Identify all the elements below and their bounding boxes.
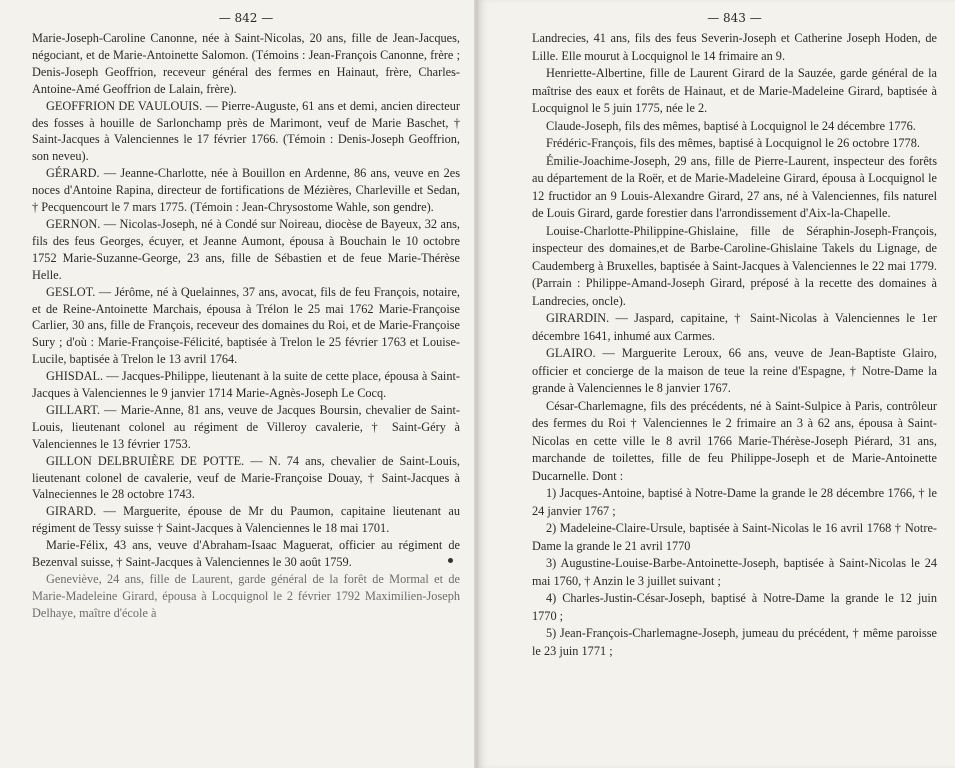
page-speck [448,558,453,563]
paragraph: GILLON DELBRUIÈRE DE POTTE. — N. 74 ans, chevalier de Saint-Louis, lieutenant colonel de cavalerie, veuf de Marie-Françoise Douay, † Saint-Jacques à Valneciennes le 28 octobre 1743. [32,453,460,502]
list-item: 4) Charles-Justin-César-Joseph, baptisé à Notre-Dame la grande le 12 juin 1770 ; [532,591,937,623]
paragraph: GLAIRO. — Marguerite Leroux, 66 ans, veuve de Jean-Baptiste Glairo, officier et concierge de la maison de teue la reine d'Espagne, † Notre-Dame la grande à Valenciennes le 8 janvier 1767. [532,346,937,395]
paragraph: GIRARD. — Marguerite, épouse de Mr du Paumon, capitaine lieutenant au régiment de Tessy suisse † Saint-Jacques à Valenciennes le 18 mai 1701. [32,504,460,536]
paragraph: GILLART. — Marie-Anne, 81 ans, veuve de Jacques Boursin, chevalier de Saint-Louis, lieutenant colonel au régiment de Villeroy cavalerie, † Saint-Géry à Valenciennes le 13 février 1753. [32,402,460,451]
paragraph: GIRARDIN. — Jaspard, capitaine, † Saint-Nicolas à Valenciennes le 1er décembre 1641, inhumé aux Carmes. [532,311,937,343]
paragraph: GERNON. — Nicolas-Joseph, né à Condé sur Noireau, diocèse de Bayeux, 32 ans, fils des feus Georges, écuyer, et Jeanne Aumont, épousa à Bouchain le 10 octobre 1752 Marie-Suzanne-George, 23 ans, fille de Sébastien et de feue Marie-Thérèse Helle. [32,216,460,282]
list-item: 1) Jacques-Antoine, baptisé à Notre-Dame la grande le 28 décembre 1766, † le 24 janvier 1767 ; [532,486,937,518]
page-number-right: — 843 — [707,11,762,25]
paragraph: GEOFFRION DE VAULOUIS. — Pierre-Auguste, 61 ans et demi, ancien directeur des fosses à houille de Sarlonchamp près de Marimont, veuf de Marie Baschet, † Saint-Jacques à Valenciennes le 17 février 1766. (Témoin : Denis-Joseph Geoffrion, son neveu). [32,98,460,164]
paragraph: Landrecies, 41 ans, fils des feus Severin-Joseph et Catherine Joseph Hoden, de Lille. Elle mourut à Locquignol le 14 frimaire an 9. [532,31,937,63]
paragraph: GÉRARD. — Jeanne-Charlotte, née à Bouillon en Ardenne, 86 ans, veuve en 2es noces d'Antoine Rapina, directeur de fortifications de Mézières, Charleville et Sedan, † Pecquencourt le 7 mars 1775. (Témoin : Jean-Chrysostome Wahle, son gendre). [32,166,460,215]
paragraph: Claude-Joseph, fils des mêmes, baptisé à Locquignol le 24 décembre 1776. [546,118,916,133]
paragraph: Louise-Charlotte-Philippine-Ghislaine, fille de Séraphin-Joseph-François, inspecteur des domaines,et de Barbe-Caroline-Ghislaine Takels du Lignage, de Caudemberg à Bruxelles, baptisée à Saint-Jacques à Valenciennes le 22 mai 1779. (Parrain : Philippe-Amand-Joseph Girard, préposé à la recette des domaines à Landrecies, oncle). [532,223,937,308]
paragraph: Marie-Joseph-Caroline Canonne, née à Saint-Nicolas, 20 ans, fille de Jean-Jacques, négociant, et de Marie-Antoinette Salomon. (Témoins : Jean-François Canonne, frère ; Denis-Joseph Geoffrion, receveur général des fermes en Hainaut, frère, Charles-Antoine-Amé Geoffrion de Lalain, frère). [32,31,460,96]
page-number-left: — 842 — [218,11,274,25]
paragraph: GESLOT. — Jérôme, né à Quelainnes, 37 ans, avocat, fils de feu François, notaire, et de Reine-Antoinette Marchais, épousa à Trélon le 25 mai 1762 Marie-Françoise Carlier, 30 ans, fille de François, receveur des domaines du Roi, et de Marie-Françoise Sury ; d'où : Marie-Françoise-Félicité, baptisée à Trelon le 25 février 1763 et Louise-Lucile, baptisée à Trelon le 13 avril 1764. [32,284,460,367]
list-item: 3) Augustine-Louise-Barbe-Antoinette-Joseph, baptisée à Saint-Nicolas le 24 mai 1760, † Anzin le 3 juillet suivant ; [532,556,937,588]
paragraph: Geneviève, 24 ans, fille de Laurent, garde général de la forêt de Mormal et de Marie-Madeleine Girard, épousa à Locquignol le 2 février 1792 Maximilien-Joseph Delhaye, maître d'école à [32,572,460,620]
paragraph: GHISDAL. — Jacques-Philippe, lieutenant à la suite de cette place, épousa à Saint-Jacques à Valenciennes le 9 janvier 1714 Marie-Agnès-Joseph Le Cocq. [32,369,460,401]
paragraph: Frédéric-François, fils des mêmes, baptisé à Locquignol le 26 octobre 1778. [546,136,920,150]
paragraph: Émilie-Joachime-Joseph, 29 ans, fille de Pierre-Laurent, inspecteur des forêts au département de la Roër, et de Marie-Madeleine Girard, épousa à Locquignol le 12 fructidor an 9 Louis-Alexandre Girard, 27 ans, né à Valenciennes, fils naturel de Louis Girard, garde forestier dans l'arrondissement d'Aix-la-Chapelle. [532,153,937,220]
paragraph: César-Charlemagne, fils des précédents, né à Saint-Sulpice à Paris, contrôleur des fermes du Roi † Valenciennes le 2 frimaire an 3 à 62 ans, épousa à Saint-Nicolas en cette ville le 8 avril 1766 Marie-Thérèse-Joseph Piérard, 31 ans, marchande de toilettes, fille de feu Philippe-Joseph et de Marie-Antoinette Ducarnelle. Dont : [532,398,937,483]
list-item: 2) Madeleine-Claire-Ursule, baptisée à Saint-Nicolas le 16 avril 1768 † Notre-Dame la grande le 21 avril 1770 [532,521,937,553]
right-page [478,0,955,768]
paragraph: Marie-Félix, 43 ans, veuve d'Abraham-Isaac Maguerat, officier au régiment de Bezenval suisse, † Saint-Jacques à Valenciennes le 30 août 1759. [32,538,460,570]
paragraph: Henriette-Albertine, fille de Laurent Girard de la Sauzée, garde général de la maîtrise des eaux et forêts de Hainaut, et de Marie-Madeleine Girard, baptisée à Locquignol le 5 juin 1775, née le 2. [532,66,937,115]
list-item: 5) Jean-François-Charlemagne-Joseph, jumeau du précédent, † même paroisse le 23 juin 1771 ; [532,626,937,658]
